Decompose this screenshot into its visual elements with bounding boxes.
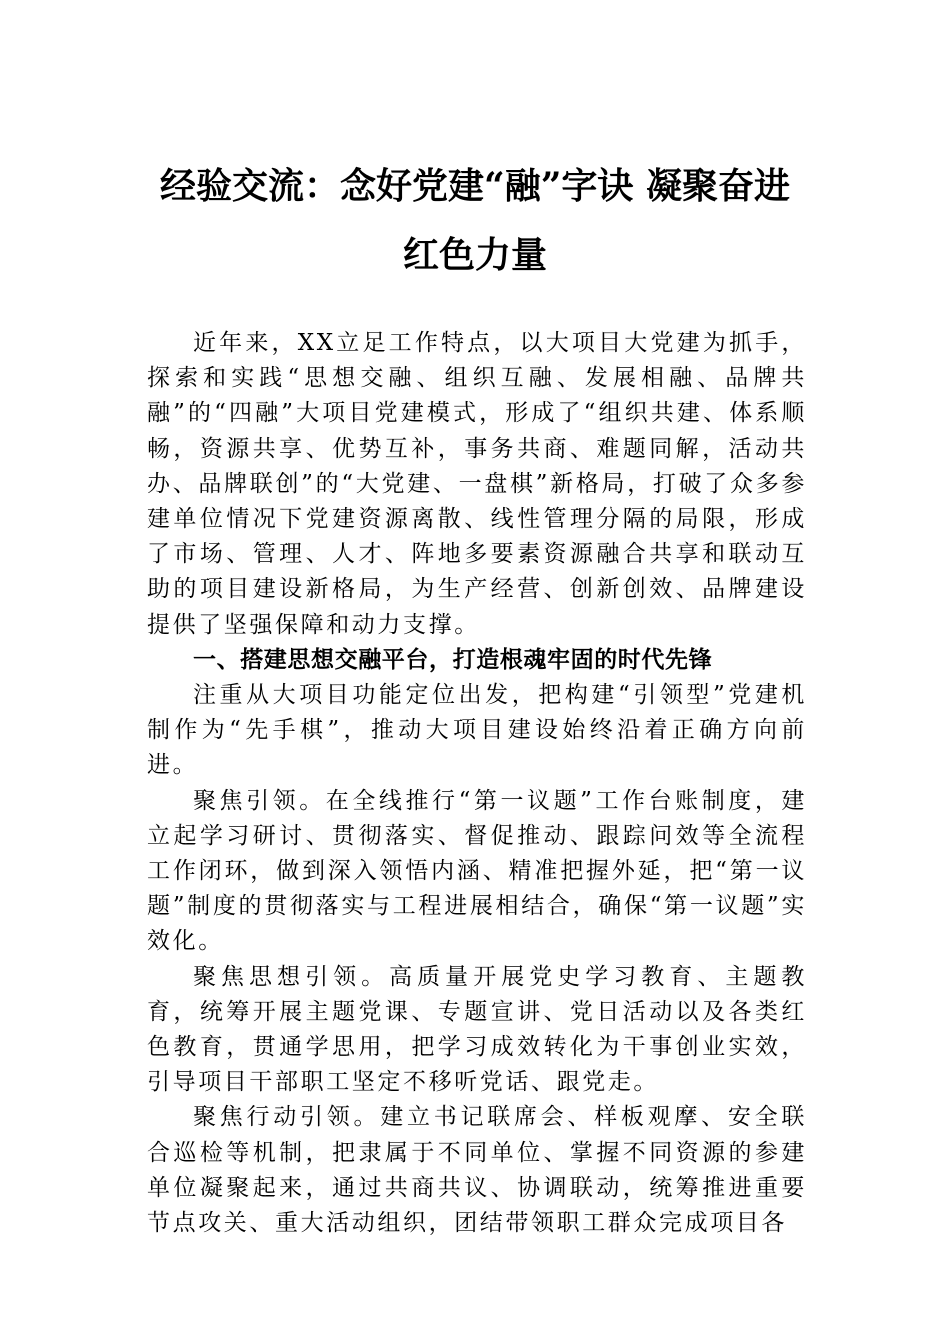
document-title-line-2: 红色力量	[402, 234, 547, 276]
document-title-line-1: 经验交流：念好党建“融”字诀 凝聚奋进	[160, 165, 790, 207]
intro-paragraph: 近年来，XX立足工作特点，以大项目大党建为抓手，探索和实践“思想交融、组织互融、发展相融、品牌共融”的“四融”大项目党建模式，形成了“组织共建、体系顺畅，资源共享、优势互补，事务共商、难题同解，活动共办、品牌联创”的“大党建、一盘棋”新格局，打破了众多参建单位情况下党建资源离散、线性管理分隔的局限，形成了市场、管理、人才、阵地多要素资源融合共享和联动互助的项目建设新格局，为生产经营、创新创效、品牌建设提供了坚强保障和动力支撑。	[147, 330, 807, 638]
section-paragraph-4: 聚焦行动引领。建立书记联席会、样板观摩、安全联合巡检等机制，把隶属于不同单位、掌握不同资源的参建单位凝聚起来，通过共商共议、协调联动，统筹推进重要节点攻关、重大活动组织，团结带领职工群众完成项目各	[147, 1104, 807, 1237]
section-paragraph-1: 注重从大项目功能定位出发，把构建“引领型”党建机制作为“先手棋”，推动大项目建设始终沿着正确方向前进。	[147, 682, 807, 779]
document-body	[147, 326, 807, 1241]
section-paragraph-3: 聚焦思想引领。高质量开展党史学习教育、主题教育，统筹开展主题党课、专题宣讲、党日活动以及各类红色教育，贯通学思用，把学习成效转化为干事创业实效，引导项目干部职工坚定不移听党话、跟党走。	[147, 963, 807, 1096]
section-heading: 一、搭建思想交融平台，打造根魂牢固的时代先锋	[193, 646, 713, 673]
section-paragraph-2: 聚焦引领。在全线推行“第一议题”工作台账制度，建立起学习研讨、贯彻落实、督促推动、跟踪问效等全流程工作闭环，做到深入领悟内涵、精准把握外延，把“第一议题”制度的贯彻落实与工程进展相结合，确保“第一议题”实效化。	[147, 787, 807, 955]
